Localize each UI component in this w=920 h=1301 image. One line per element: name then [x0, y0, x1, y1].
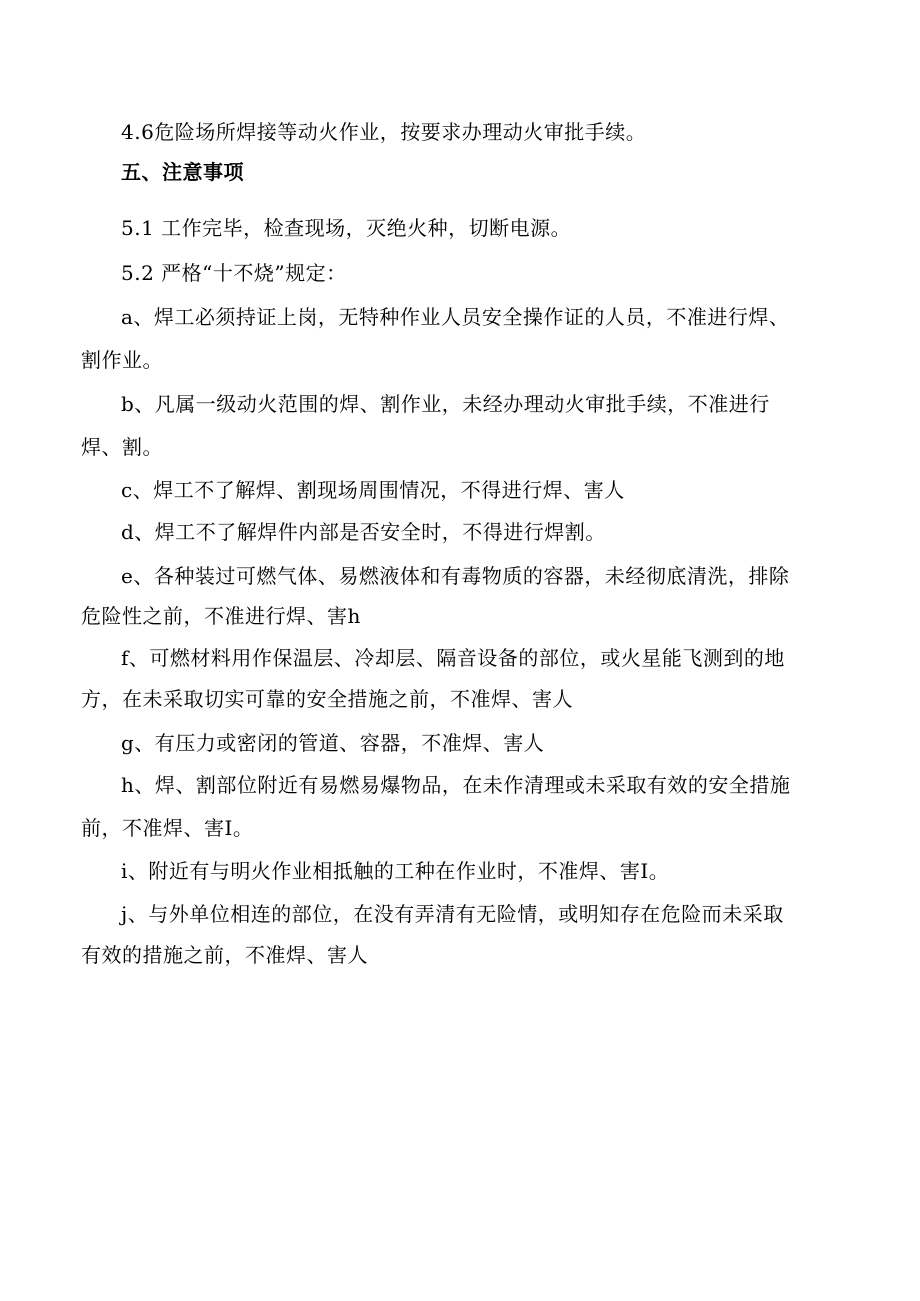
section-heading-5: 五、注意事项	[121, 160, 244, 184]
paragraph-5-2: 5.2 严格“十不烧”规定：	[121, 261, 347, 285]
list-item-b-line1: b、凡属一级动火范围的焊、割作业，未经办理动火审批手续，不准进行	[121, 392, 770, 416]
list-item-g: g、有压力或密闭的管道、容器，不准焊、害人	[121, 731, 545, 755]
list-item-a-line2: 割作业。	[81, 348, 163, 372]
list-item-b-line2: 焊、割。	[81, 435, 163, 459]
list-item-c: c、焊工不了解焊、割现场周围情况，不得进行焊、害人	[121, 478, 625, 502]
list-item-d: d、焊工不了解焊件内部是否安全时，不得进行焊割。	[121, 520, 606, 544]
list-item-j-line2: 有效的措施之前，不准焊、害人	[81, 943, 368, 967]
list-item-i: i、附近有与明火作业相抵触的工种在作业时，不准焊、害I。	[121, 859, 670, 883]
paragraph-5-1: 5.1 工作完毕，检查现场，灭绝火种，切断电源。	[121, 216, 572, 240]
paragraph-4-6: 4.6危险场所焊接等动火作业，按要求办理动火审批手续。	[121, 120, 647, 144]
list-item-e-line1: e、各种装过可燃气体、易燃液体和有毒物质的容器，未经彻底清洗，排除	[121, 564, 790, 588]
list-item-f-line1: f、可燃材料用作保温层、冷却层、隔音设备的部位，或火星能飞测到的地	[121, 646, 785, 670]
list-item-e-line2: 危险性之前，不准进行焊、害h	[81, 604, 361, 628]
list-item-f-line2: 方，在未采取切实可靠的安全措施之前，不准焊、害人	[81, 687, 573, 711]
list-item-h-line2: 前，不准焊、害I。	[81, 816, 254, 840]
list-item-h-line1: h、焊、割部位附近有易燃易爆物品，在未作清理或未采取有效的安全措施	[121, 773, 791, 797]
list-item-a-line1: a、焊工必须持证上岗，无特种作业人员安全操作证的人员，不准进行焊、	[121, 305, 790, 329]
list-item-j-line1: j、与外单位相连的部位，在没有弄清有无险情，或明知存在危险而未采取	[121, 902, 784, 926]
